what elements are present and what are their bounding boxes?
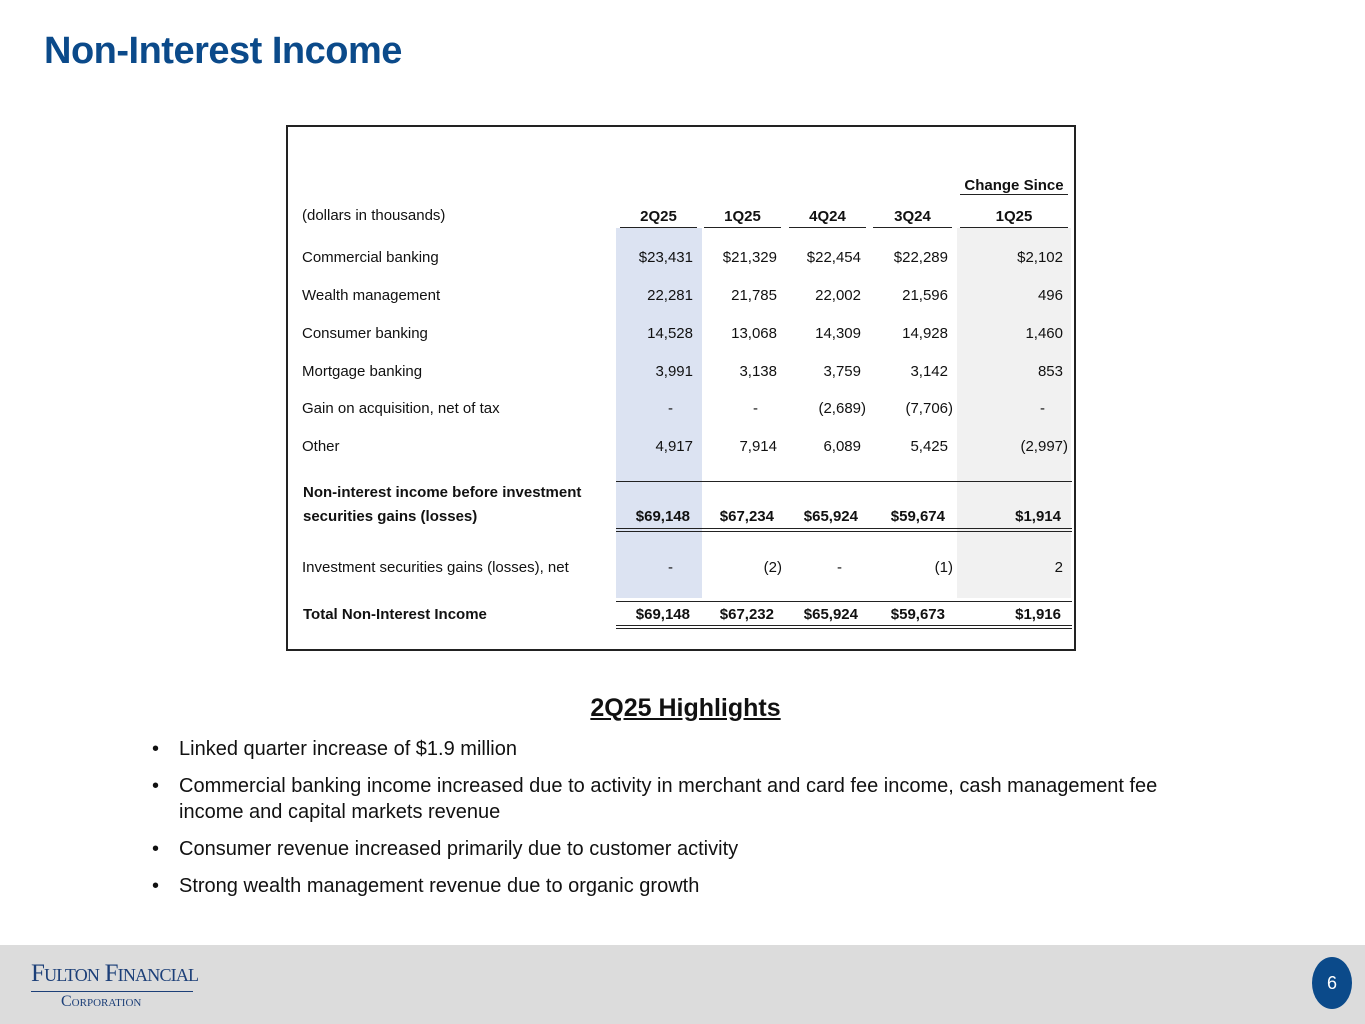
cell-value: 2 [1054, 559, 1063, 576]
cell-value: 21,596 [902, 287, 948, 304]
row-label: Commercial banking [302, 249, 439, 266]
list-item: • Commercial banking income increased due to activity in merchant and card fee income, cash management fee income and capital markets revenue [150, 773, 1210, 825]
subtotal-value: $67,234 [719, 508, 774, 525]
list-item: • Linked quarter increase of $1.9 million [150, 736, 1210, 762]
cell-value: - [753, 400, 758, 417]
cell-value: - [668, 559, 673, 576]
subtotal-value: $65,924 [803, 508, 858, 525]
column-header-2q25: 2Q25 [640, 208, 677, 225]
column-header-3q24: 3Q24 [894, 208, 931, 225]
total-value: $65,924 [803, 606, 858, 623]
cell-value: (2,689) [818, 400, 866, 417]
cell-value: 22,281 [647, 287, 693, 304]
cell-value: 7,914 [739, 438, 777, 455]
change-column-shade [957, 228, 1071, 598]
highlights-title: 2Q25 Highlights [590, 694, 781, 722]
change-since-header: Change Since [964, 177, 1064, 194]
cell-value: 6,089 [823, 438, 861, 455]
column-header-4q24: 4Q24 [809, 208, 846, 225]
list-item: • Consumer revenue increased primarily due to customer activity [150, 836, 1210, 862]
row-label: Wealth management [302, 287, 441, 304]
column-header-change-1q25: 1Q25 [995, 208, 1033, 225]
total-double-rule [616, 625, 1072, 629]
logo-subtitle: Corporation [61, 993, 142, 1010]
header-underline [960, 194, 1068, 195]
cell-value: 3,142 [910, 363, 948, 380]
logo-rule [31, 991, 193, 992]
list-item: • Strong wealth management revenue due to organic growth [150, 873, 1210, 899]
subtotal-label-line1: Non-interest income before investment [303, 484, 582, 501]
cell-value: $23,431 [638, 249, 693, 266]
subtotal-double-rule [616, 528, 1072, 532]
cell-value: $22,289 [893, 249, 948, 266]
header-underline [960, 227, 1068, 228]
cell-value: 13,068 [731, 325, 777, 342]
cell-value: $21,329 [722, 249, 777, 266]
row-label: Mortgage banking [302, 363, 423, 380]
cell-value: 1,460 [1025, 325, 1063, 342]
cell-value: (2) [763, 559, 782, 576]
highlights-list [150, 736, 1210, 910]
total-value: $69,148 [635, 606, 690, 623]
logo-wordmark: Fulton Financial [31, 960, 199, 987]
company-logo [31, 960, 199, 1015]
cell-value: - [837, 559, 842, 576]
cell-value: 3,759 [823, 363, 861, 380]
total-rule [616, 601, 1072, 602]
cell-value: $22,454 [806, 249, 861, 266]
cell-value: 5,425 [910, 438, 948, 455]
row-label: Investment securities gains (losses), net [302, 559, 569, 576]
current-quarter-column-shade [616, 228, 702, 598]
cell-value: 21,785 [731, 287, 777, 304]
subtotal-value: $1,914 [1015, 508, 1061, 525]
row-label: Other [302, 438, 340, 455]
page-number: 6 [1312, 957, 1352, 1009]
header-underline [873, 227, 952, 228]
cell-value: 853 [1037, 363, 1063, 380]
cell-value: (2,997) [1020, 438, 1068, 455]
subtotal-value: $69,148 [635, 508, 690, 525]
header-underline [620, 227, 697, 228]
cell-value: 3,991 [655, 363, 693, 380]
subtotal-label-line2: securities gains (losses) [303, 508, 478, 525]
cell-value: 22,002 [815, 287, 861, 304]
cell-value: 496 [1037, 287, 1063, 304]
cell-value: 4,917 [655, 438, 693, 455]
cell-value: 14,928 [902, 325, 948, 342]
subtotal-value: $59,674 [890, 508, 945, 525]
page-title: Non-Interest Income [44, 30, 402, 72]
cell-value: 14,309 [815, 325, 861, 342]
cell-value: (7,706) [905, 400, 953, 417]
header-underline [789, 227, 866, 228]
cell-value: 14,528 [647, 325, 693, 342]
total-label: Total Non-Interest Income [303, 606, 487, 623]
total-value: $59,673 [890, 606, 945, 623]
cell-value: $2,102 [1017, 249, 1063, 266]
cell-value: - [1040, 400, 1045, 417]
subtotal-rule [616, 481, 1072, 482]
cell-value: 3,138 [739, 363, 777, 380]
row-label: Gain on acquisition, net of tax [302, 400, 500, 417]
header-underline [704, 227, 781, 228]
cell-value: - [668, 400, 673, 417]
cell-value: (1) [934, 559, 953, 576]
units-label: (dollars in thousands) [302, 207, 446, 224]
total-value: $67,232 [719, 606, 774, 623]
total-value: $1,916 [1015, 606, 1061, 623]
footer-bar [0, 945, 1365, 1024]
column-header-1q25: 1Q25 [724, 208, 761, 225]
row-label: Consumer banking [302, 325, 428, 342]
